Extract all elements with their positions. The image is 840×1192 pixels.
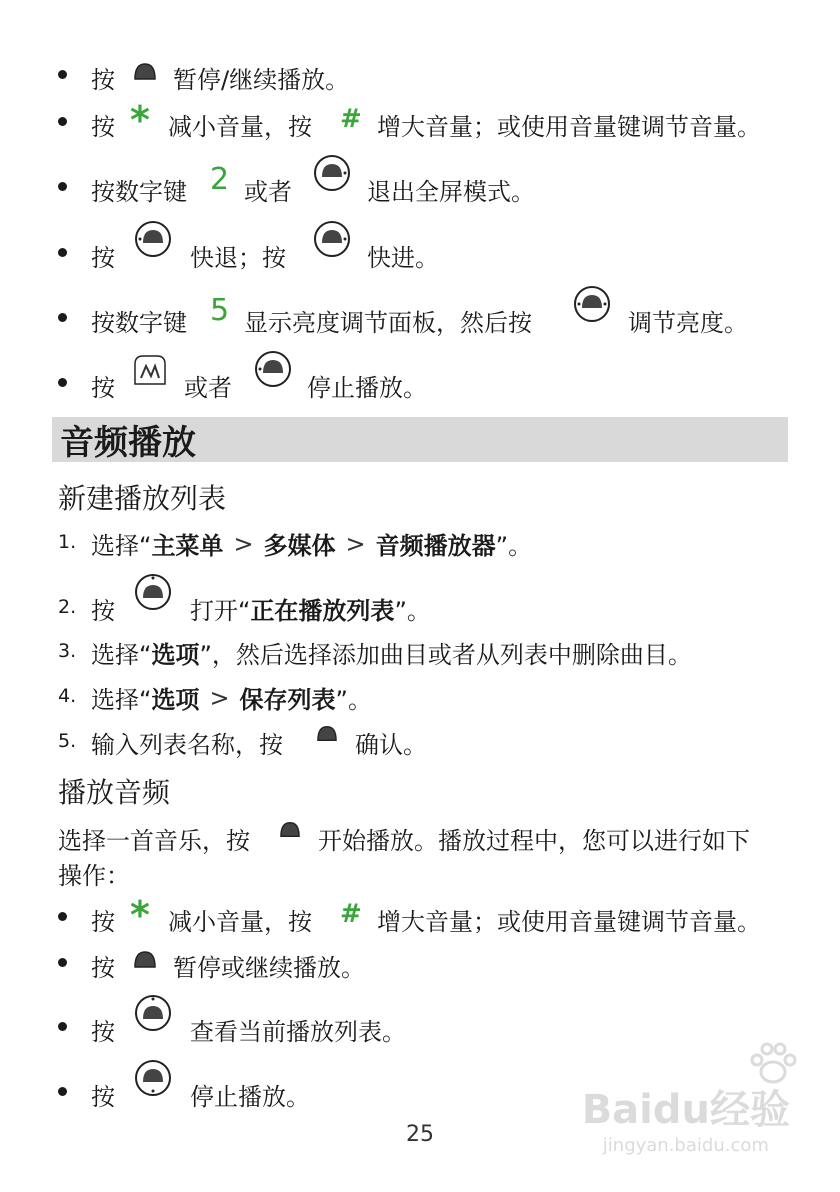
separator: > [233, 529, 254, 558]
bullet [58, 117, 67, 126]
bullet [58, 70, 67, 79]
text: 按 [91, 374, 115, 402]
menu-path: 音频播放器 [375, 532, 496, 560]
text: 选择“ [91, 641, 152, 669]
text: 调节亮度。 [628, 309, 748, 337]
text: 按 [91, 954, 115, 982]
step-number: 5. [58, 730, 77, 752]
text: 停止播放。 [190, 1083, 310, 1111]
nav-key-up-icon [133, 993, 173, 1033]
text: 退出全屏模式。 [367, 178, 535, 206]
bullet [58, 1022, 67, 1031]
step [91, 635, 692, 670]
text: 或者 [244, 178, 292, 206]
text: 暂停/继续播放。 [173, 66, 350, 94]
menu-path: 正在播放列表 [250, 597, 395, 625]
step-number: 2. [58, 596, 77, 618]
step [190, 591, 431, 626]
bullet [58, 912, 67, 921]
watermark-url: jingyan.baidu.com [602, 1135, 769, 1156]
nav-key-right-icon [312, 219, 352, 259]
center-key-icon [133, 61, 157, 83]
text: 按数字键 [91, 178, 187, 206]
text: 按 [91, 113, 115, 141]
text: 查看当前播放列表。 [190, 1018, 406, 1046]
bullet [58, 248, 67, 257]
bullet [58, 1087, 67, 1096]
text: 按 [91, 597, 115, 625]
text: 增大音量；或使用音量键调节音量。 [377, 113, 761, 141]
nav-key-up-icon [133, 572, 173, 612]
menu-path: 保存列表 [239, 686, 336, 714]
step-number: 3. [58, 640, 77, 662]
text: 按 [91, 66, 115, 94]
text: 显示亮度调节面板，然后按 [244, 309, 532, 337]
digit-key-2-icon: 2 [210, 162, 230, 197]
menu-path: 主菜单 [151, 532, 224, 560]
subsection-heading: 新建播放列表 [58, 482, 227, 515]
section-title: 音频播放 [60, 423, 196, 463]
hash-key-icon: # [340, 104, 362, 134]
text: 暂停或继续播放。 [173, 954, 365, 982]
center-key-icon [316, 724, 338, 744]
digit-key-5-icon: 5 [210, 293, 230, 328]
step-number: 1. [58, 531, 77, 553]
bullet [58, 958, 67, 967]
menu-path: 选项 [151, 641, 200, 669]
star-key-icon: * [130, 98, 150, 142]
nav-key-left-icon [133, 219, 173, 259]
text: 确认。 [355, 731, 427, 759]
text: 按数字键 [91, 309, 187, 337]
text: 快退；按 [190, 244, 286, 272]
nav-key-down-icon [133, 1058, 173, 1098]
separator: > [345, 529, 366, 558]
nav-key-icon [312, 153, 352, 193]
step [91, 680, 372, 715]
step [91, 526, 532, 561]
text: 或者 [184, 374, 232, 402]
watermark-logo: Baidu经验 [581, 1087, 790, 1133]
star-key-icon: * [130, 893, 150, 937]
text: ”。 [394, 597, 431, 625]
bullet [58, 378, 67, 387]
text: ”，然后选择添加曲目或者从列表中删除曲目。 [199, 641, 692, 669]
watermark [582, 1078, 790, 1156]
text: 减小音量，按 [168, 908, 312, 936]
hash-key-icon: # [340, 899, 362, 929]
intro-text: 操作： [58, 862, 130, 890]
text: 停止播放。 [307, 374, 427, 402]
text: ”。 [495, 532, 533, 560]
text: 输入列表名称，按 [91, 731, 283, 759]
menu-path: 选项 [151, 686, 200, 714]
menu-path: 多媒体 [263, 532, 336, 560]
text: 按 [91, 244, 115, 272]
text: ”。 [335, 686, 372, 714]
intro-text: 选择一首音乐，按 [58, 827, 250, 855]
text: 选择“ [91, 686, 152, 714]
text: 按 [91, 908, 115, 936]
center-key-icon [133, 949, 157, 971]
nav-key-icon [572, 284, 612, 324]
text: 按 [91, 1083, 115, 1111]
subsection-heading: 播放音频 [58, 776, 171, 809]
intro-text: 开始播放。播放过程中，您可以进行如下 [318, 827, 750, 855]
separator: > [209, 683, 230, 712]
text: 打开“ [190, 597, 251, 625]
bullet [58, 313, 67, 322]
text: 快进。 [367, 244, 439, 272]
text: 按 [91, 1018, 115, 1046]
bullet [58, 182, 67, 191]
text: 选择“ [91, 532, 152, 560]
text: 增大音量；或使用音量键调节音量。 [377, 908, 761, 936]
section-header [52, 417, 788, 462]
step-number: 4. [58, 685, 77, 707]
text: 减小音量，按 [168, 113, 312, 141]
end-key-icon [131, 352, 169, 388]
nav-key-icon [253, 349, 293, 389]
center-key-icon [279, 820, 301, 840]
paw-icon [748, 1042, 798, 1086]
page-number: 25 [406, 1122, 434, 1147]
